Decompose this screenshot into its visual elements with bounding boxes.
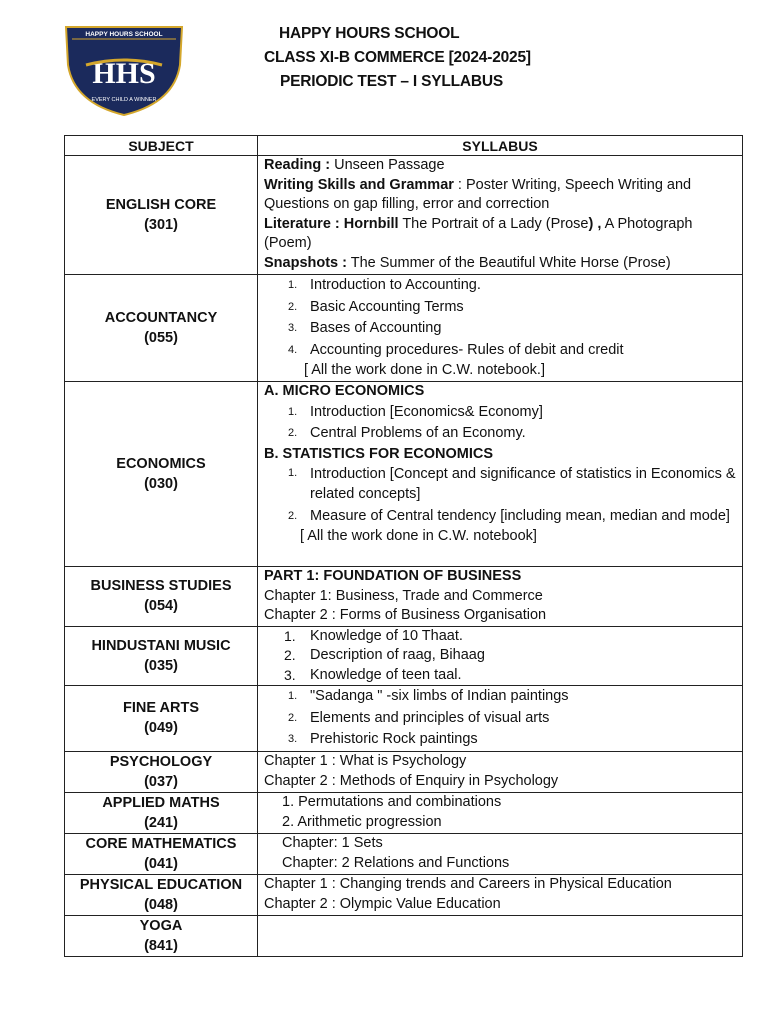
syllabus-cell <box>258 567 743 627</box>
header-syllabus: SYLLABUS <box>258 136 743 156</box>
psychology-line: Chapter 1 : What is Psychology <box>264 753 467 769</box>
subject-name: FINE ARTS <box>123 700 199 717</box>
list-item: 2. Basic Accounting Terms <box>288 298 464 315</box>
syllabus-cell <box>258 686 743 752</box>
snapshots-label: Snapshots : <box>264 254 347 271</box>
document-header <box>0 0 768 120</box>
header-subject: SUBJECT <box>65 136 258 156</box>
appliedmaths-line: 2. Arithmetic progression <box>282 813 442 830</box>
table-row-coremaths <box>65 833 743 874</box>
literature-label: Literature : Hornbill <box>264 215 399 232</box>
subject-code: (301) <box>144 217 178 233</box>
subject-code: (055) <box>144 330 178 346</box>
subject-cell <box>65 686 258 752</box>
table-row-music <box>65 626 743 686</box>
subject-name: PSYCHOLOGY <box>109 753 213 770</box>
subject-code: (041) <box>144 855 178 872</box>
subject-name: APPLIED MATHS <box>102 794 220 811</box>
list-item: 1. Introduction to Accounting. <box>288 277 481 294</box>
syllabus-table <box>64 135 743 957</box>
subject-cell <box>65 626 258 686</box>
coremaths-line: Chapter: 2 Relations and Functions <box>282 854 510 871</box>
subject-cell <box>65 382 258 567</box>
syllabus-cell-empty <box>258 915 743 956</box>
syllabus-cell <box>258 874 743 915</box>
subject-cell <box>65 275 258 382</box>
table-row-english <box>65 156 743 275</box>
subject-code: (841) <box>144 937 178 954</box>
economics-a-list <box>264 402 738 445</box>
table-row-yoga <box>65 915 743 956</box>
subject-name: YOGA <box>139 917 183 934</box>
literature-text-2: A Photograph (Poem) <box>264 215 693 251</box>
subject-cell <box>65 156 258 275</box>
table-row-accountancy <box>65 275 743 382</box>
accountancy-note: [ All the work done in C.W. notebook.] <box>304 362 545 379</box>
business-line: Chapter 1: Business, Trade and Commerce <box>264 587 543 604</box>
pe-line: Chapter 1 : Changing trends and Careers in Physical Education <box>264 876 672 892</box>
subject-name: ENGLISH CORE <box>105 197 217 213</box>
finearts-list <box>264 686 738 751</box>
list-item: 4. Accounting procedures- Rules of debit and credit <box>288 341 624 358</box>
music-list <box>264 627 738 686</box>
business-line: Chapter 2 : Forms of Business Organisation <box>264 607 547 623</box>
table-header-row <box>65 136 743 156</box>
appliedmaths-line: 1. Permutations and combinations <box>282 794 502 810</box>
subject-name: ECONOMICS <box>116 456 206 472</box>
table-row-appliedmaths <box>65 792 743 833</box>
list-item: 1. Knowledge of 10 Thaat. <box>284 627 463 644</box>
list-item: 3. Prehistoric Rock paintings <box>288 731 478 747</box>
accountancy-list <box>264 275 738 361</box>
subject-code: (241) <box>144 814 178 831</box>
writing-label: Writing Skills and Grammar <box>264 176 454 193</box>
literature-punct: ) , <box>588 215 602 232</box>
subject-name: CORE MATHEMATICS <box>85 835 237 852</box>
economics-part-b: B. STATISTICS FOR ECONOMICS <box>264 445 494 462</box>
subject-code: (037) <box>144 773 178 790</box>
table-row-psychology <box>65 751 743 792</box>
list-item: 2. Central Problems of an Economy. <box>288 425 526 441</box>
subject-name: ACCOUNTANCY <box>104 310 218 326</box>
business-part: PART 1: FOUNDATION OF BUSINESS <box>264 568 522 584</box>
subject-cell <box>65 751 258 792</box>
snapshots-text: The Summer of the Beautiful White Horse (Prose) <box>346 254 671 271</box>
syllabus-cell <box>258 792 743 833</box>
table-row-business <box>65 567 743 627</box>
table-row-pe <box>65 874 743 915</box>
list-item: 1. "Sadanga " -six limbs of Indian paintings <box>288 688 569 704</box>
subject-code: (049) <box>144 720 178 737</box>
subject-code: (035) <box>144 657 178 674</box>
logo-top-text: HAPPY HOURS SCHOOL <box>85 31 163 38</box>
table-row-economics <box>65 382 743 567</box>
list-item: 1. Introduction [Concept and significance of statistics in Economics & related concepts] <box>288 466 736 502</box>
subject-cell <box>65 833 258 874</box>
economics-b-list <box>264 464 738 527</box>
list-item: 1. Introduction [Economics& Economy] <box>288 403 543 420</box>
syllabus-cell <box>258 833 743 874</box>
pe-line: Chapter 2 : Olympic Value Education <box>264 895 501 912</box>
subject-cell <box>65 567 258 627</box>
list-item: 3. Knowledge of teen taal. <box>284 666 462 683</box>
syllabus-cell <box>258 382 743 567</box>
subject-name: HINDUSTANI MUSIC <box>91 637 231 654</box>
reading-label: Reading : <box>264 157 331 173</box>
writing-text: : Poster Writing, Speech Writing and Questions on gap filling, error and correction <box>264 176 692 212</box>
subject-name: BUSINESS STUDIES <box>90 578 232 595</box>
test-title: PERIODIC TEST – I SYLLABUS <box>280 73 504 90</box>
syllabus-cell <box>258 751 743 792</box>
subject-cell <box>65 792 258 833</box>
subject-cell <box>65 915 258 956</box>
subject-code: (048) <box>144 896 178 913</box>
syllabus-cell <box>258 626 743 686</box>
syllabus-cell <box>258 156 743 275</box>
subject-code: (054) <box>144 598 178 615</box>
literature-text: The Portrait of a Lady (Prose <box>398 215 589 232</box>
psychology-line: Chapter 2 : Methods of Enquiry in Psychology <box>264 772 559 789</box>
list-item: 2. Measure of Central tendency [including mean, median and mode] <box>288 508 730 524</box>
subject-name: PHYSICAL EDUCATION <box>79 876 243 893</box>
economics-note: [ All the work done in C.W. notebook] <box>300 527 537 544</box>
list-item: 2. Description of raag, Bihaag <box>284 647 485 663</box>
syllabus-cell <box>258 275 743 382</box>
logo-initials: HHS <box>92 57 156 90</box>
school-crest-logo <box>64 25 184 117</box>
table-row-finearts <box>65 686 743 752</box>
list-item: 3. Bases of Accounting <box>288 320 442 337</box>
subject-code: (030) <box>144 476 178 492</box>
school-name: HAPPY HOURS SCHOOL <box>279 25 460 42</box>
class-title: CLASS XI-B COMMERCE [2024-2025] <box>264 49 531 66</box>
logo-bottom-text: EVERY CHILD A WINNER <box>91 97 157 103</box>
economics-part-a: A. MICRO ECONOMICS <box>264 383 425 399</box>
list-item: 2. Elements and principles of visual arts <box>288 709 550 726</box>
subject-cell <box>65 874 258 915</box>
coremaths-line: Chapter: 1 Sets <box>282 835 383 851</box>
reading-text: Unseen Passage <box>330 157 445 173</box>
